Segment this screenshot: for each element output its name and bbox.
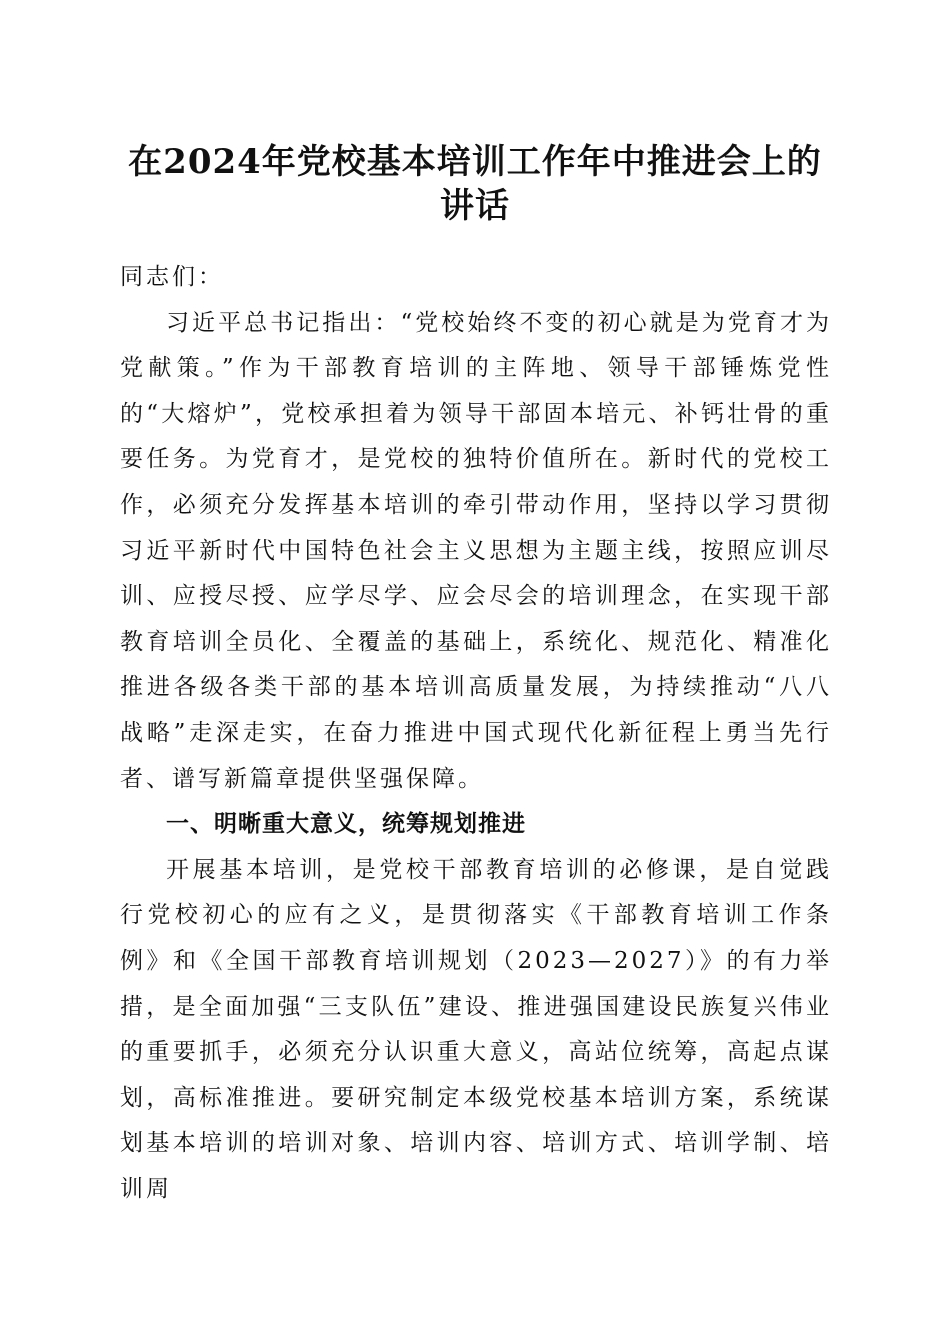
document-body <box>120 255 832 1212</box>
salutation: 同志们： <box>120 264 224 290</box>
title-line-1: 在2024年党校基本培训工作年中推进会上的 <box>128 142 822 182</box>
title-line-2: 讲话 <box>440 186 510 226</box>
document-title <box>100 140 850 228</box>
paragraph-section-1: 开展基本培训，是党校干部教育培训的必修课，是自觉践行党校初心的应有之义，是贯彻落实《干部教育培训工作条例》和《全国干部教育培训规划（2023—2027）》的有力举措，是全面加强“三支队伍”建设、推进强国建设民族复兴伟业的重要抓手，必须充分认识重大意义，高站位统筹，高起点谋划，高标准推进。要研究制定本级党校基本培训方案，系统谋划基本培训的培训对象、培训内容、培训方式、培训学制、培训周 <box>120 856 832 1202</box>
paragraph-intro: 习近平总书记指出：“党校始终不变的初心就是为党育才为党献策。”作为干部教育培训的主阵地、领导干部锤炼党性的“大熔炉”，党校承担着为领导干部固本培元、补钙壮骨的重要任务。为党育才，是党校的独特价值所在。新时代的党校工作，必须充分发挥基本培训的牵引带动作用，坚持以学习贯彻习近平新时代中国特色社会主义思想为主题主线，按照应训尽训、应授尽授、应学尽学、应会尽会的培训理念，在实现干部教育培训全员化、全覆盖的基础上，系统化、规范化、精准化推进各级各类干部的基本培训高质量发展，为持续推动“八八战略”走深走实，在奋力推进中国式现代化新征程上勇当先行者、谱写新篇章提供坚强保障。 <box>120 309 832 792</box>
section-heading-1: 一、明晰重大意义，统筹规划推进 <box>166 811 526 838</box>
